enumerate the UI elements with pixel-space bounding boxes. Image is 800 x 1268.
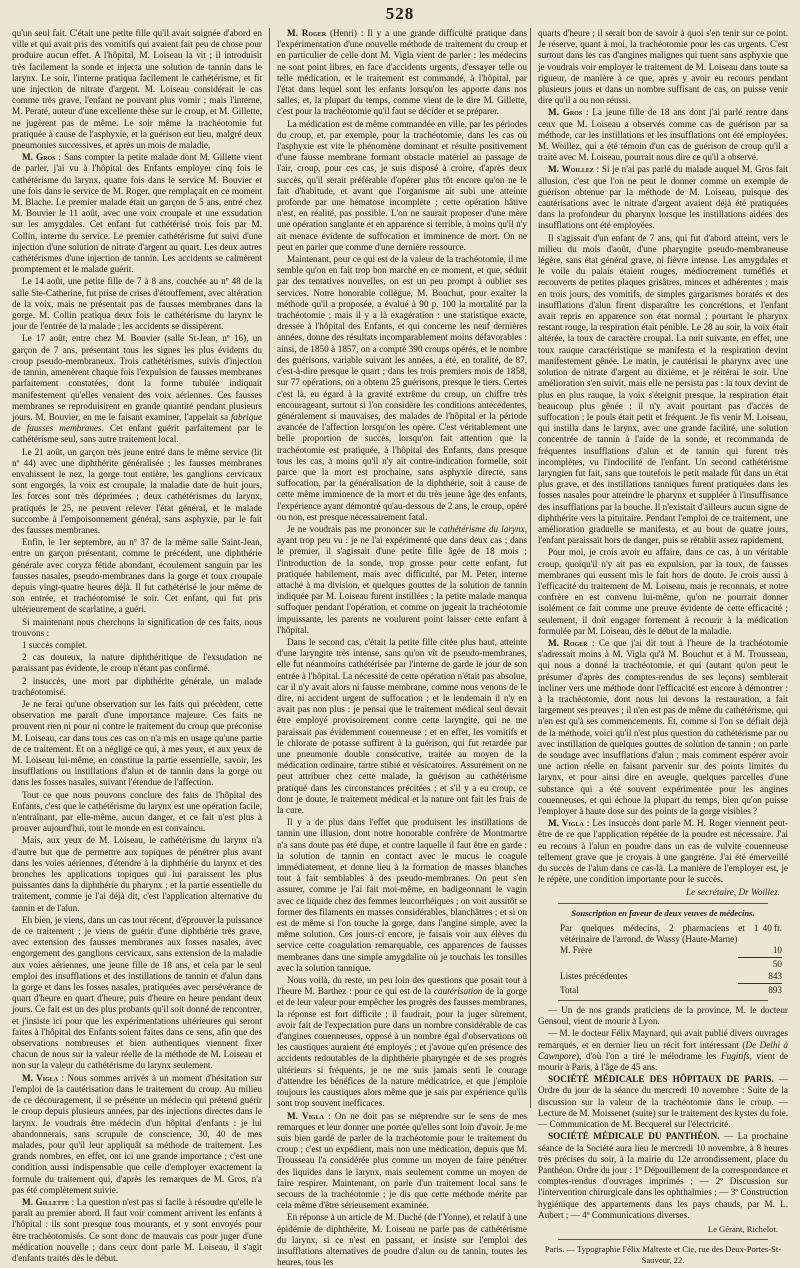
paragraph: quarts d'heure ; il serait bon de savoir à quoi s'en tenir sur ce point. Je réserve, quant à moi, la trachéotomie pour les cas urgents. C'est surtout dans les cas d'angines malignes qui tuent sans asphyxie que je voudrais voir employer le traitement de M. Loiseau dans toute sa rigueur, de manière à ce que, après y avoir eu recours pendant plusieurs jours et dans un nombre suffisant de cas, on puisse venir dire qu'il a ou non réussi. — [538, 28, 788, 106]
paragraph — [277, 28, 527, 118]
paragraph: Eh bien, je viens, dans un cas tout récent, d'éprouver la puissance de ce traitement ; je viens de guérir d'une diphthérie très grave, avec extension des fausses membranes aux fosses nasales, avec engorgement des ganglions cervicaux, sans extension de la maladie aux voies aériennes, une jeune fille de 18 ans, et cela par le seul emploi des insufflations et des instillations de tannin et d'alun dans la gorge et dans les fosses nasales, pratiquées avec persévérance de quart d'heure en quart d'heure, puis d'heure en heure pendant deux jours. Ce fait est un des plus probants qu'il soit donné de rencontrer, et j'insiste ici pour que les expérimentations ultérieures qui seront faites à l'hôpital des Enfants soient faites dans ce sens, afin que des observations nombreuses et bien authentiques viennent fixer chacun de nous sur la valeur réelle de la méthode de M. Loiseau et non sur la valeur du cathétérisme du larynx seulement. — [12, 914, 262, 1071]
section-rule — [558, 1239, 768, 1240]
speaker-name: M. Gillette — [22, 1196, 70, 1207]
subscription-label: Total — [560, 984, 579, 995]
paragraph: Dans le second cas, c'était la petite fille citée plus haut, atteinte d'une laryngite très intense, sans qu'on vît de pseudo-membranes, elle fut néanmoins cathétérisée par l'interne de garde le jour de son entrée à l'hôpital. La nécessité de cette opération n'était pas absolue, car il n'y avait alors ni fausse membrane, comme nous venons de le dire, ni accident urgent de suffocation ; et le lendemain il n'y en avait pas non plus : je pensai que le traitement médical seul devait être employé provisoirement contre cette laryngite, qui ne me paraissait pas évidemment couenneuse ; et en effet, les vomitifs et le chlorate de potasse suffirent à la guérison, qui fut retardée par une pneumonie double consécutive, traitée au moyen de la médication ordinaire, tartre stibié et vésicatoires. Assurément on ne peut attribuer chez cette malade, la guérison au cathétérisme pratiqué dans les circonstances précitées ; et s'il y a eu croup, ce dont je doute, le traitement médical et la nature ont fait les frais de la cure. — [277, 636, 527, 816]
text: ), d'où l'on a tiré le mélodrame les — [575, 1050, 717, 1061]
speech-text: : Si je n'ai pas parlé du malade auquel M. Gros fait allusion, c'est que l'on ne peut le donner comme un exemple de guérison obtenue par la méthode de M. Loiseau, puisque des cautérisations avec le nitrate d'argent avaient déjà été pratiquées dans la profondeur du pharynx lorsque les instillations aidées des insufflations ont été employées. — [538, 164, 789, 231]
subscription-row — [538, 971, 788, 982]
subscription-label: Listes précédentes — [560, 970, 628, 981]
column-2 — [277, 28, 528, 1268]
text: . Cet enfant guérit parfaitement par le cathétérisme seul, sans autre traitement local. — [12, 423, 262, 445]
paragraph: Mais, aux yeux de M. Loiseau, le cathétérisme du larynx n'a d'autre but que de permettre aux topiques de pénétrer plus avant dans les voies aériennes, d'étendre à la diphthérie du larynx et des bronches les applications topiques qui lui paraissent les plus puissantes dans la diphthérie du pharynx ; et la partie essentielle du traitement, comme je l'ai déjà dit, c'est l'application alternative du tannin et de l'alun. — [12, 835, 262, 913]
paragraph — [12, 1197, 262, 1264]
text: , vient de mourir à Paris, à l'âge de 45 ans. — [538, 1050, 789, 1073]
text: de la gorge et de leur valeur pour empêcher les progrès des fausses membranes, la réponse est fort difficile ; il faudrait, pour la juger sûrement, avoir fait de l'expectation pure dans un nombre considérable de cas d'angines couenneuses, opposé à un nombre égal d'observations où les caustiques auraient été employés ; et j'avoue qu'en présence des accidents redoutables de la diphthérie pharyngée et de ses progrès ultérieurs si fréquents, je ne me suis jamais senti le courage d'attendre les bénéfices de la nature médicatrice, et que j'emploie toujours les caustiques alors même que je sais par expérience qu'ils sont trop souvent inefficaces. — [277, 986, 528, 1109]
column-divider — [269, 28, 270, 1108]
paragraph — [538, 638, 788, 817]
speech-text: : Sans compter la petite malade dont M. Gillette vient de parler, j'ai vu à l'hôpital des Enfants employer cinq fois le cathétérisme du larynx, quatre fois dans le service M. Bouvier et une fois dans le service de M. Roger, que remplaçait en ce moment M. Blache. Le premier malade était un garçon de 5 ans, entré chez M. Bouvier le 11 août, avec une voix croupale et une exsudation sur les amygdales. Cet enfant fut cathétérisé trois fois par M. Collin, interne du service. Le premier cathétérisme fut suivi d'une injection d'une solution de nitrate d'argent au quart. Les deux autres cathétérismes d'une injection de tannin. Les accidents se calmèrent promptement et le malade guérit. — [12, 152, 263, 275]
text: Je ne voudrais pas me prononcer sur le — [287, 523, 436, 534]
speaker-name: M. Vigla — [22, 1072, 59, 1083]
subscription-row — [538, 959, 788, 970]
column-3 — [538, 28, 789, 1266]
italic-text: De Delhi à Cawnpore — [538, 1039, 789, 1061]
text: Nous voilà, du reste, un peu loin des questions que posait tout à l'heure M. Barthez : pour ce qui est de la — [277, 975, 527, 997]
paragraph: qu'un seul fait. C'était une petite fille qu'il avait soignée d'abord en ville et qui avait pris des vomitifs qui avaient fait peu de chose pour produire aucun effet. A l'hôpital, M. Loiseau la vit ; il introduisit très facilement la sonde et injecta une solution de tannin dans le larynx. Le soir, l'interne pratiqua facilement le cathétérisme, et fit une injection de nitrate d'argent. M. Loiseau considérait le cas comme très grave, l'enfant ne pouvant plus vomir ; mais l'interne, M. Peraté, auteur d'une excellente thèse sur le croup, et M. Gillette, ne jugèrent pas de même. Le soir même la trachéotomie fut pratiquée à cause de l'asphyxie, et la guérison eut lieu, malgré deux pneumonies successives, et après un mois de maladie. — [12, 28, 262, 151]
paragraph: Maintenant, pour ce qui est de la valeur de la trachéotomie, il me semble qu'on en fait trop bon marché en ce moment, et que, séduit par des tentatives nouvelles, on est un peu prompt à oublier ses services. Notre honorable collègue, M. Bouchut, pour exalter la méthode qu'il a proposée, a évalué à 90 p. 100 la mortalité par la trachéotomie ; mais il y a là exagération : une statistique exacte, dressée à l'hôpital des Enfants, et qui concerne les neuf dernières années, donne des résultats incomparablement moins défavorables : ainsi, de 1850 à 1857, on a compté 390 croups opérés, et le nombre des guérisons, variable suivant les années, a été, en totalité, de 87, c'est-à-dire presque le quart ; dans les trois premiers mois de 1858, sur 77 opérations, on a obtenu 25 guérisons, presque le tiers. Certes c'est là, eu égard à la gravité extrême du croup, un chiffre très encourageant, surtout si l'on considère les conditions antécédentes, généralement si mauvaises, des malades de l'hôpital et la période avancée de l'affection lorsqu'on les opère. C'est véritablement une belle proportion de succès, lorsqu'on fait attention que la trachéotomie est pratiquée, à l'hôpital des Enfants, dans presque tous les cas, à moins qu'il n'y ait contre-indication formelle, soit parce que la mort est prochaine, sans asphyxie directe, sans suffocation, par la généralisation de la diphthérie, soit à cause de cette même imminence de la mort et du très jeune âge des enfants, l'expérience ayant démontré qu'au-dessous de 2 ans, le croup, opéré ou non, est presque nécessairement fatal. — [277, 254, 527, 522]
gerant-signature: Le Gérant, Richelot. — [707, 1223, 778, 1234]
society-text: — Ordre du jour de la séance du mercredi 10 novembre : Suite de la discussion sur la valeur de la trachéotomie dans le croup. — Lecture de M. Moissenet (suite) sur le traitement des kystes du foie. — Communication de M. Becquerel sur l'électricité. — [538, 1074, 788, 1130]
subscription-amount: 10 — [772, 945, 782, 956]
page-number: 528 — [385, 4, 415, 23]
paragraph: Il y a de plus dans l'effet que produisent les instillations de tannin une illusion, dont notre honorable confrère de Montmartre n'a sans doute pas été dupe, et contre laquelle il faut être en garde : la solution de tannin en contact avec le mucus le coagule immédiatement, et donne lieu à la formation de masses blanches tout à fait semblables à des pseudo-membranes. On peut s'en assurer, comme je l'ai fait moi-même, en badigeonnant le vagin avec ce liquide chez des femmes leucorrhéiques ; on voit aussitôt se former des filaments en masses considérables, blanchâtres ; et si on est de même si l'on touche la gorge, dans l'angine simple, avec la même solution. Ces jours-ci encore, je faisais voir aux élèves du service cette coagulation remarquable, ces apparences de fausses membranes dans une simple amygdalite où je touchais les tonsilles avec la solution tannique. — [277, 817, 527, 973]
text: , ayant trop peu vu : je ne l'ai expérimenté que dans deux cas ; dans le premier, il s'agissait d'une petite fille âgée de 18 mois ; l'introduction de la sonde, trop grosse pour cette enfant, fut pratiquée habilement, mais avec difficulté, par M. Peter, interne attaché à ma division, et quelques gouttes de la solution de tannin indiquée par M. Loiseau furent instillées ; la petite malade manqua suffoquer pendant l'opération, et comme on jugeait la trachéotomie impuissante, les parents ne voulurent point laisser cette enfant à l'hôpital. — [277, 523, 527, 635]
speech-text: : Nous sommes arrivés à un moment d'hésitation sur l'emploi de la cautérisation dans le traitement du croup. Au milieu de ce découragement, il se présente un médecin qui prétend guérir le croup depuis plusieurs années, par des injections directes dans le larynx. Je voudrais être médecin d'un hôpital d'enfants : je lui abandonnerais, sans scrupule de conscience, 30, 40 de mes malades, pour qu'il leur appliquât sa méthode de traitement. Les grands nombres, en effet, ont ici une grande importance ; c'est une condition aussi indispensable que celle d'employer exactement la formule du traitement qui, d'après les remarques de M. Gros, n'a pas été complètement suivie. — [12, 1072, 263, 1195]
italic-text: cautérisation — [433, 986, 483, 997]
speech-text: : La question n'est pas si facile à résoudre qu'elle le paraît au premier abord. Il faut voir comment arrivent les enfants à l'hôpital : ils sont presque tous mourants, et y sont envoyés pour être trachéotomisés. Ce sont donc de mauvais cas pour juger d'une médication nouvelle ; dans ceux dont parle M. Loiseau, il s'agit d'enfants traités dès le début. — [12, 1196, 263, 1263]
speech-text: : Les insuccès dont parle M. H. Roger viennent peut-être de ce que l'application répétée de la poudre est nécessaire. J'ai eu recours à l'alun en poudre dans un cas de vulvite couenneuse tellement grave que je croyais à une gangrène. J'ai été émerveillé du succès de l'alun dans ce cas-là. La manière de l'employer est, je le répète, une condition importante pour le succès. — [538, 818, 788, 885]
paragraph: Si maintenant nous cherchons la signification de ces faits, nous trouvons : — [12, 616, 262, 638]
society-title: SOCIÉTÉ MÉDICALE DU PANTHÉON. — [548, 1131, 720, 1142]
list-item: 2 insuccès, une mort par diphthérite générale, un malade trachéotomisé. — [12, 675, 262, 697]
speech-text: : Ce que j'ai dit tout à l'heure de la trachéotomie s'adressait moins à M. Vigla qu'à M. Bouchut et à M. Trousseau, qui nous a donné la trachéotomie, et qui (autant qu'on peut le présumer d'après des comptes-rendus de ses leçons) semblerait incliner vers une méthode dont l'efficacité est encore à démontrer : à la trachéotomie, dont nous lui devons la restauration, a fait largement ses preuves ; il n'en est pas de même du cathétérisme, qui n'en est qu'à ses commencements. Et, comme si l'on se défiait déjà de la méthode, voici qu'il n'est plus question du cathétérisme par ou avec instillation de quelques gouttes de solution de tannin ; on parle de soudage avec insufflations d'alun ; mais comment espérer avoir une action réelle en faisant parvenir sur des points limités du larynx, et pour ainsi dire en aveugle, quelques parcelles d'une substance qui a été souvent expérimentée pour les angines couenneuses, et qui échoue la plupart du temps, bien qu'on puisse l'employer à haute dose sur des points de la gorge visibles ? — [538, 637, 788, 817]
speaker-name: M. Roger — [287, 28, 327, 38]
paragraph — [538, 107, 788, 163]
secretary-signature: Le secrétaire, Dr Woillez. — [686, 887, 780, 898]
subscription-title: Souscription en faveur de deux veuves de médecins. — [571, 907, 755, 918]
text: — M. le docteur Félix Maynard, qui avait publié divers ouvrages remarqués, et en dernier lieu un récit fort intéressant ( — [538, 1028, 788, 1050]
paragraph — [538, 164, 788, 231]
paragraph: Il s'agissait d'un enfant de 7 ans, qui fut d'abord atteint, vers le milieu du mois d'août, d'une pharyngite pseudo-membraneuse légère, sans état général grave, ni fièvre intense. Les amygdales et le voile du palais étaient rouges, médiocrement tuméfiés et recouverts de petites plaques grisâtres, minces et adhérentes ; mais en trois jours, des vomitifs, de simples gargarismes boratés et des insufflations d'alun firent disparaître les concrétions, et l'enfant avait repris en apparence son état normal ; pourtant le pharynx restant rouge, la respiration était pénible. Le 28 au soir, la voix était altérée, la toux de caractère croupal. La nuit suivante, en effet, une toux rauque caractéristique se manifesta et la respiration devint manifestement gênée. Le matin, je cautérisai le pharynx avec une solution de nitrate d'argent au dixième, et je réitérai le soir. Une amélioration s'en suivit, mais elle ne persista pas : la toux devint de plus en plus rauque, la voix s'éteignit presque, la respiration était beaucoup plus gênée ; il n'y avait pourtant pas d'accès de suffocation ; le pouls était petit et fréquent. Je fis venir M. Loiseau, qui instilla dans le larynx, avec une grande facilité, une solution concentrée de tannin à l'aide de la sonde, et recommanda de fréquentes insufflations d'alun et de tannin qui furent très incomplètes, vu l'indocilité de l'enfant. Un second cathétérisme laryngien fut fait, sans que toutefois le petit malade fût dans un état plus grave, et des instillations tanniques furent pratiquées dans les fosses nasales pour atteindre le pharynx et suppléer à l'insuffisance des insufflations par la bouche. Il n'existait d'ailleurs aucun signe de diphthérite vers la pituitaire. Pendant l'emploi de ce traitement, une amélioration graduelle se manifesta, et au bout de quatre jours, l'enfant paraissait hors de danger, puis se rétablit assez rapidement. — [538, 232, 788, 546]
paragraph — [12, 333, 262, 445]
paragraph — [12, 152, 262, 275]
subscription-amount: 843 — [768, 970, 782, 981]
paragraph: Tout ce que nous pouvons conclure des faits de l'hôpital des Enfants, c'est que le cathétérisme du larynx est une opération facile, n'entraînant, par elle-même, aucun danger, et ce fait n'est plus à prouver aujourd'hui, tout le monde en est convaincu. — [12, 789, 262, 834]
speaker-name: M. Roger — [548, 637, 588, 648]
list-item: 2 cas douteux, la nature diphthéritique de l'exsudation ne paraissant pas évidente, le croup n'étant pas confirmé. — [12, 652, 262, 674]
column-divider — [530, 28, 531, 1108]
list-item: 1 succès complet. — [22, 639, 88, 650]
speaker-name: M. Vigla — [287, 1110, 324, 1121]
society-notice — [538, 1131, 788, 1221]
paragraph: En réponse à un article de M. Duché (de l'Yonne), et relatif à une épidémie de diphthérite, M. Loiseau ne parle pas de cathétérisme du larynx, si ce n'est en passant, et insiste sur l'emploi des insufflations alternatives de poudre d'alun ou de tannin, toutes les heures, tous les — [277, 1212, 527, 1268]
paragraph: Le 21 août, un garçon très jeune entré dans le même service (lit nº 44) avec une diphthérite généralisée ; les fausses membranes envahissent le nez, la gorge tout entière, les ganglions cervicaux sont engorgés, la voix est croupale, la maladie date de huit jours, les forces sont très déprimées ; deux cathétérismes du larynx, pratiqués le 25, ne peuvent relever l'état général, et le malade succombe à l'empoisonnement général, sans asphyxie, par le fait des fausses membranes. — [12, 446, 262, 535]
society-title: SOCIÉTÉ MÉDICALE DES HÔPITAUX DE PARIS. — [548, 1074, 774, 1085]
speaker-name: M. Woillez — [548, 164, 594, 175]
speaker-name: M. Gros — [548, 107, 583, 118]
speech-text: (Henri) : Il y a une grande difficulté pratique dans l'expérimentation d'une nouvelle méthode de traitement du croup et en particulier de celle dont M. Vigla vient de parler : les médecins ne sont point libres, en face d'accidents urgents, d'essayer telle ou telle médication, et le traitement est commandé, à l'hôpital, par l'état dans lequel sont les enfants lorsqu'on les apporte dans nos salles, et, la plupart du temps, comme vient de le dire M. Gillette, c'est pour la trachéotomie qu'il faut se décider et se préparer. — [277, 28, 528, 117]
paragraph — [277, 524, 527, 636]
speaker-name: M. Vigla — [548, 818, 584, 829]
speaker-name: M. Gros — [22, 152, 56, 163]
subscription-amount: 50 — [772, 959, 782, 970]
society-text: — La prochaine séance de la Société aura lieu le mercredi 10 novembre, à 8 heures très précises du soir, à la mairie du 12e arrondissement, place du Panthéon. Ordre du jour : 1º Dépouillement de la correspondance et comptes-rendus d'ouvrages imprimés ; — 2º Discussion sur l'intervention chirurgicale dans les ophthalmies ; — 3º Construction hygiénique des appartements dans les pays chauds, par M. L. Aubert ; — 4º Communications diverses. — [538, 1131, 788, 1220]
italic-text: cathétérisme du larynx — [438, 523, 525, 534]
section-rule — [558, 1000, 768, 1001]
subscription-amount: 40 fr. — [762, 922, 782, 933]
paragraph: Le 14 août, une petite fille de 7 à 8 ans, couchée au nº 48 de la salle Ste-Catherine, fut prise de crises d'étouffement, avec altération de la voix, mais ne présentait pas de fausses membranes dans la gorge. M. Collin pratiqua deux fois le cathétérisme du larynx le jour de l'entrée de la malade ; les accidents se dissipèrent. — [12, 276, 262, 332]
society-notice — [538, 1074, 788, 1130]
subscription-label: M. Frère — [560, 945, 593, 956]
paragraph — [277, 1111, 527, 1212]
italic-text: Fugitifs — [720, 1050, 750, 1061]
column-1 — [12, 28, 263, 1263]
printer-imprint: Paris. — Typographie Félix Malteste et Cie, rue des Deux-Portes-St-Sauveur, 22. — [544, 1244, 782, 1266]
speech-text: : La jeune fille de 18 ans dont j'ai parlé rentre dans ceux que M. Loiseau a observés comme cas de guérison par sa méthode, car les instillations et les insufflations ont été employées. M. Woillez, qui a été témoin d'un cas de guérison de croup qu'il a traité avec M. Loiseau, pourrait nous dire ce qu'il a observé. — [538, 107, 788, 163]
text: Le 17 août, entre chez M. Bouvier (salle St-Jean, nº 16), un garçon de 7 ans, présentant tous les signes les plus évidents du croup pseudo-membraneux. Trois cathétérismes, suivis d'injection de tannin, amenèrent chaque fois l'expulsion de fausses membranes parfaitement constatées, dont la forme tubulée indiquait manifestement qu'elles venaient des voix aériennes. Ces fausses membranes se reproduisirent en grande quantité pendant plusieurs jours. M. Bouvier, en me le faisant examiner, l'appelait sa — [12, 333, 262, 422]
paragraph: Pour moi, je crois avoir eu affaire, dans ce cas, à un véritable croup, quoiqu'il n'y ait pas eu expulsion, par la toux, de fausses membranes qui eussent mis le fait hors de doute. Je crois aussi à l'efficacité du traitement de M. Loiseau, mais je reconnais, et notre confrère en est convenu lui-même, qu'on ne pourrait donner isolément ce fait comme une preuve évidente de cette efficacité ; seulement, il doit engager fortement à recourir à la médication formulée par M. Loiseau, dès le début de la maladie. — [538, 547, 788, 636]
paragraph: Enfin, le 1er septembre, au nº 37 de la même salle Saint-Jean, entre un garçon présentant, comme le précédent, une diphthérie générale avec coryza fétide abondant, écoulement sanguin par les fausses nasales, pseudo-membranes dans la gorge et toux croupale depuis vingt-quatre heures déjà. Il fut cathétérisé le jour même de son entrée, et trachéotomisé le soir. Cet enfant, qui fut pris ultérieurement de scarlatine, a guéri. — [12, 537, 262, 615]
subscription-label: Par quelques médecins, 2 pharmaciens et 1 vétérinaire de l'arrond. de Wassy (Haute-Marne) — [560, 922, 759, 945]
italic-text: fabrique de fausses membranes — [12, 411, 262, 434]
paragraph — [538, 818, 788, 885]
subscription-amount: 893 — [768, 984, 782, 995]
paragraph: Je ne ferai qu'une observation sur les faits qui précèdent, cette observation me paraît d'une importance majeure. Ces faits ne prouvent rien ni pour ni contre le traitement du croup que préconise M. Loiseau, car dans tous ces cas on n'a mis en usage qu'une partie de ce traitement. Et on a négligé ce qui, à mes yeux, et aux yeux de M. Loiseau lui-même, en constitue la partie essentielle, savoir, les insufflations ou instillations d'alun et de tannin dans la gorge ou dans les fosses nasales, suivant l'étendue de l'affection. — [12, 698, 262, 788]
news-item: — Un de nos grands praticiens de la province, M. le docteur Gensoul, vient de mourir à Lyon. — [538, 1005, 788, 1027]
speech-text: : On ne doit pas se méprendre sur le sens de mes remarques et leur donner une portée qu'elles sont loin d'avoir. Je me suis bien gardé de parler de la trachéotomie pour le traitement du croup ; c'est un expédient, mais non une médication, depuis que M. Trousseau l'a considérée plus comme un moyen de faire pénétrer des liquides dans le larynx, mais seulement comme un moyen de faire respirer. Maintenant, on parle d'un traitement local sans le secours de la trachéotomie ; je dis que cette méthode mérite par cela même d'être sérieusement examinée. — [277, 1110, 528, 1211]
paragraph — [12, 1073, 262, 1196]
subscription-row — [538, 945, 788, 956]
section-rule — [558, 903, 768, 904]
subscription-row — [538, 923, 788, 945]
news-item — [538, 1028, 788, 1073]
paragraph: La médication est de même commandée en ville, par les périodes du croup, et, par exemple, pour la trachéotomie, dans les cas où l'asphyxie est vite le phénomène dominant et résulte positivement d'une fausse membrane formant obstacle matériel au passage de l'air, croup, pour ces cas, je suis disposé à croire, d'après deux succès, qu'il serait préférable d'opérer plus tôt encore qu'on ne le fait d'habitude, et avant que l'organisme ait subi une atteinte profonde par une hématose incomplète ; cette opération hâtive n'est, en réalité, pas possible. L'on ne saurait proposer d'une mère une opération sanglante et en apparence si terrible, à moins qu'il n'y ait menace évidente de suffocation et imminence de mort. On ne peut en parler que comme d'une dernière ressource. — [277, 118, 527, 252]
paragraph — [277, 975, 527, 1109]
subscription-row — [538, 985, 788, 996]
